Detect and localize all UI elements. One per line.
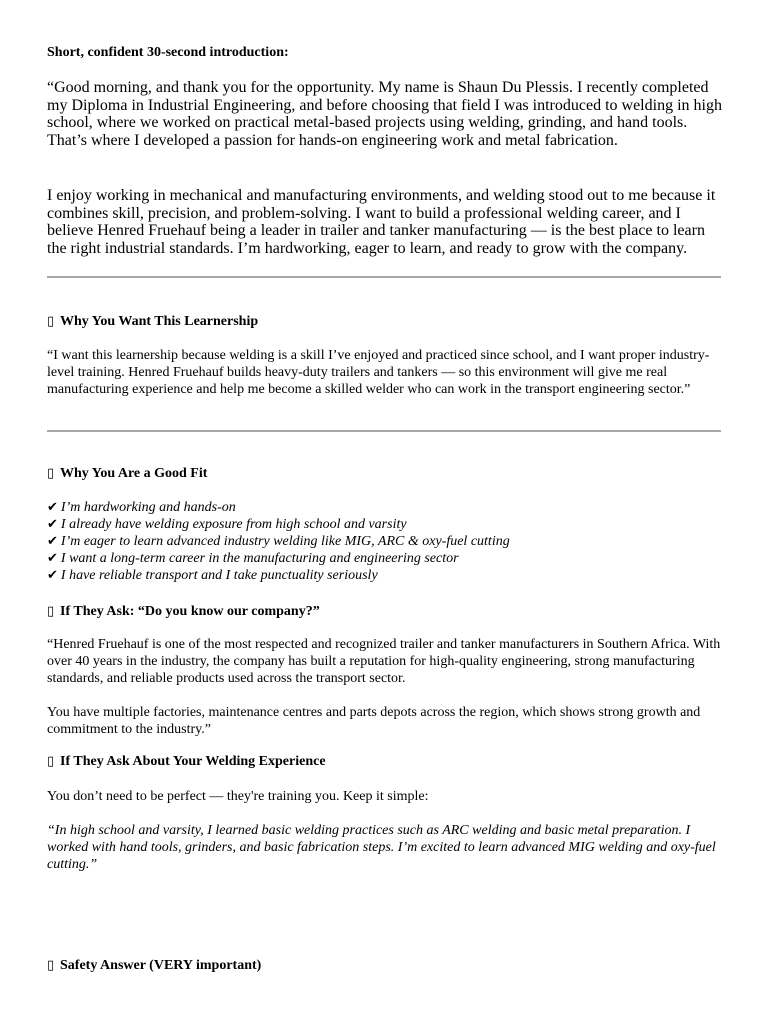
missing-glyph-icon: ▯ [47, 314, 55, 329]
missing-glyph-icon: ▯ [47, 958, 55, 973]
know-company-paragraph-2: You have multiple factories, maintenance centres and parts depots across the region, which shows strong growth and commitment to the industry.” [47, 705, 701, 737]
missing-glyph-icon: ▯ [47, 604, 55, 619]
why-learnership-text: “I want this learnership because welding is a skill I’ve enjoyed and practiced since school, and I want proper industry-level training. Henred Fruehauf builds heavy-duty trailers and tankers — so this environment will give me real manufacturing experience and help me become a skilled welder who can work in the transport engineering sector.” [47, 348, 710, 397]
list-item: ✔ I’m eager to learn advanced industry welding like MIG, ARC & oxy-fuel cutting [47, 534, 510, 549]
why-learnership-heading [47, 313, 723, 331]
intro-heading: Short, confident 30-second introduction: [47, 45, 289, 60]
know-company-paragraph-1: “Henred Fruehauf is one of the most respected and recognized trailer and tanker manufacturers in Southern Africa. With over 40 years in the industry, the company has built a reputation for high-quality engineering, strong manufacturing standards, and reliable products used across the transport sector. [47, 637, 721, 686]
list-item: ✔ I have reliable transport and I take punctuality seriously [47, 568, 378, 583]
welding-experience-heading [47, 753, 723, 771]
section-divider [47, 276, 721, 278]
intro-paragraph-1: “Good morning, and thank you for the opportunity. My name is Shaun Du Plessis. I recently completed my Diploma in Industrial Engineering, and before choosing that field I was introduced to welding in high school, where we worked on practical metal-based projects using welding, grinding, and hand tools. That’s where I developed a passion for hands-on engineering work and metal fabrication. [47, 79, 722, 149]
list-item: ✔ I want a long-term career in the manufacturing and engineering sector [47, 551, 459, 566]
why-learnership-heading-text: Why You Want This Learnership [60, 314, 259, 329]
welding-experience-paragraph: You don’t need to be perfect — they're training you. Keep it simple: [47, 789, 429, 804]
missing-glyph-icon: ▯ [47, 466, 55, 481]
good-fit-heading [47, 465, 723, 483]
check-icon: ✔ [47, 517, 58, 532]
check-icon: ✔ [47, 500, 58, 515]
welding-experience-heading-text: If They Ask About Your Welding Experience [60, 754, 326, 769]
check-icon: ✔ [47, 551, 58, 566]
know-company-heading [47, 603, 723, 621]
good-fit-list [47, 499, 723, 584]
know-company-heading-text: If They Ask: “Do you know our company?” [60, 604, 320, 619]
list-item: ✔ I already have welding exposure from high school and varsity [47, 517, 407, 532]
safety-heading [47, 957, 723, 975]
good-fit-heading-text: Why You Are a Good Fit [60, 466, 208, 481]
intro-paragraph-2: I enjoy working in mechanical and manufacturing environments, and welding stood out to me because it combines skill, precision, and problem-solving. I want to build a professional welding career, and I believe Henred Fruehauf being a leader in trailer and tanker manufacturing — is the best place to learn the right industrial standards. I’m hardworking, eager to learn, and ready to grow with the company. [47, 187, 716, 257]
missing-glyph-icon: ▯ [47, 754, 55, 769]
safety-heading-text: Safety Answer (VERY important) [60, 958, 262, 973]
check-icon: ✔ [47, 534, 58, 549]
check-icon: ✔ [47, 568, 58, 583]
list-item: ✔ I’m hardworking and hands-on [47, 500, 236, 515]
welding-experience-quote: “In high school and varsity, I learned basic welding practices such as ARC welding and basic metal preparation. I worked with hand tools, grinders, and basic fabrication steps. I’m excited to learn advanced MIG welding and oxy-fuel cutting.” [47, 823, 716, 872]
section-divider [47, 430, 721, 432]
